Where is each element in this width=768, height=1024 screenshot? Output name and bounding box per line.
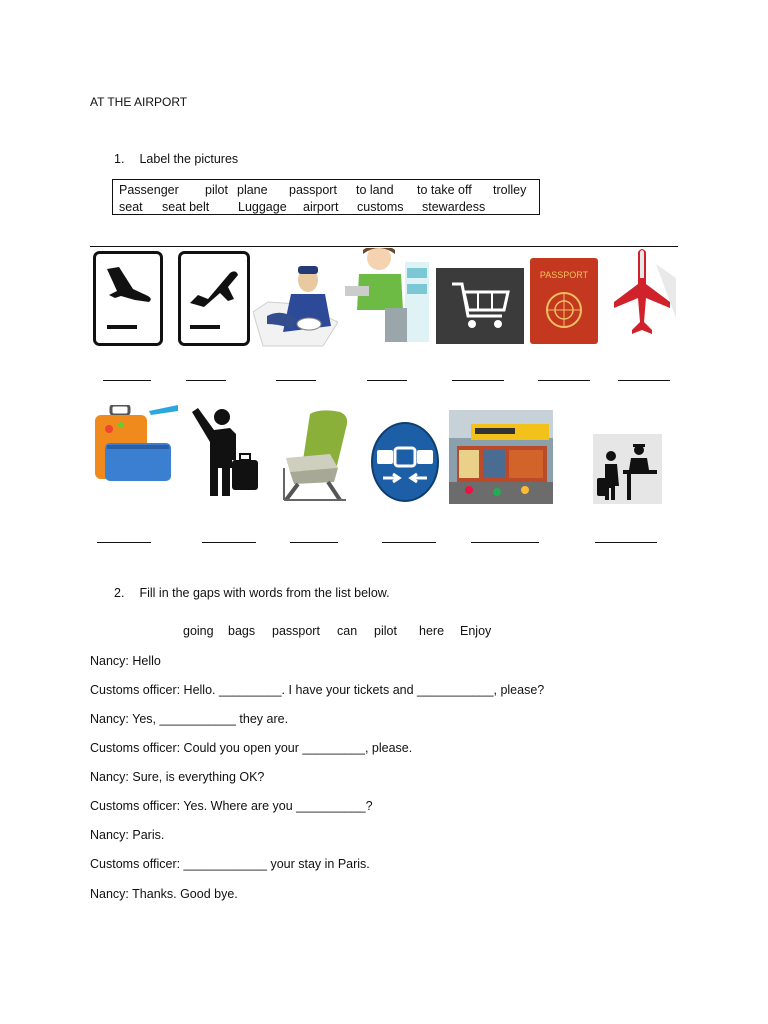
exercise2-instruction: Fill in the gaps with words from the list below. xyxy=(139,586,390,600)
answer-blank[interactable] xyxy=(471,542,539,543)
answer-blank[interactable] xyxy=(618,380,670,381)
exercise2-heading xyxy=(114,586,390,600)
answer-blank[interactable] xyxy=(367,380,407,381)
landing-sign-icon xyxy=(93,251,163,346)
word-bank-item: passport xyxy=(289,183,337,197)
word-bank-item: Passenger xyxy=(119,183,179,197)
word-bank-item: airport xyxy=(303,200,339,214)
word-bank-item: seat belt xyxy=(162,200,210,214)
word-bank-item: to land xyxy=(356,183,394,197)
plane-image xyxy=(608,248,676,336)
word-bank-item: stewardess xyxy=(422,200,486,214)
dialog-line: Nancy: Yes, ___________ they are. xyxy=(90,712,289,726)
fill-word: here xyxy=(419,624,445,638)
passport-cover-label: PASSPORT xyxy=(539,270,589,280)
luggage-image xyxy=(93,405,178,487)
exercise2-number: 2. xyxy=(114,586,125,600)
passenger-icon xyxy=(188,408,264,498)
fill-word: Enjoy xyxy=(460,624,492,638)
dialog-line: Customs officer: Yes. Where are you __________? xyxy=(90,799,373,813)
fill-word: going xyxy=(183,624,214,638)
answer-blank[interactable] xyxy=(202,542,256,543)
airport-image xyxy=(449,410,553,504)
dialog-line: Nancy: Sure, is everything OK? xyxy=(90,770,265,784)
word-bank-item: customs xyxy=(357,200,404,214)
fill-word: bags xyxy=(228,624,256,638)
seat-belt-icon xyxy=(371,422,439,502)
exercise1-instruction: Label the pictures xyxy=(139,152,239,166)
word-bank-item: seat xyxy=(119,200,143,214)
dialog-line: Customs officer: ____________ your stay in Paris. xyxy=(90,857,370,871)
page-title: AT THE AIRPORT xyxy=(90,95,188,109)
fill-word: pilot xyxy=(374,624,397,638)
trolley-icon xyxy=(436,268,524,344)
answer-blank[interactable] xyxy=(97,542,151,543)
fill-word: can xyxy=(337,624,358,638)
answer-blank[interactable] xyxy=(276,380,316,381)
takeoff-sign-icon xyxy=(178,251,250,346)
word-bank-box xyxy=(112,179,540,215)
seat-image xyxy=(280,408,350,502)
passport-image xyxy=(530,258,598,344)
customs-icon xyxy=(593,434,662,504)
answer-blank[interactable] xyxy=(382,542,436,543)
answer-blank[interactable] xyxy=(186,380,226,381)
word-bank-item: pilot xyxy=(205,183,228,197)
divider-line xyxy=(90,246,678,247)
answer-blank[interactable] xyxy=(595,542,657,543)
dialog-line: Nancy: Paris. xyxy=(90,828,165,842)
word-bank-item: to take off xyxy=(417,183,472,197)
dialog-line: Customs officer: Could you open your _________, please. xyxy=(90,741,413,755)
answer-blank[interactable] xyxy=(290,542,338,543)
word-bank-item: trolley xyxy=(493,183,527,197)
exercise1-number: 1. xyxy=(114,152,125,166)
dialog-line: Nancy: Thanks. Good bye. xyxy=(90,887,238,901)
answer-blank[interactable] xyxy=(538,380,590,381)
dialog-line: Nancy: Hello xyxy=(90,654,161,668)
word-bank-item: Luggage xyxy=(238,200,287,214)
stewardess-image xyxy=(345,248,430,344)
answer-blank[interactable] xyxy=(103,380,151,381)
dialog-line: Customs officer: Hello. _________. I have your tickets and ___________, please? xyxy=(90,683,545,697)
exercise1-heading xyxy=(114,152,238,166)
pilot-image xyxy=(253,262,338,347)
answer-blank[interactable] xyxy=(452,380,504,381)
fill-word: passport xyxy=(272,624,320,638)
word-bank-item: plane xyxy=(237,183,268,197)
